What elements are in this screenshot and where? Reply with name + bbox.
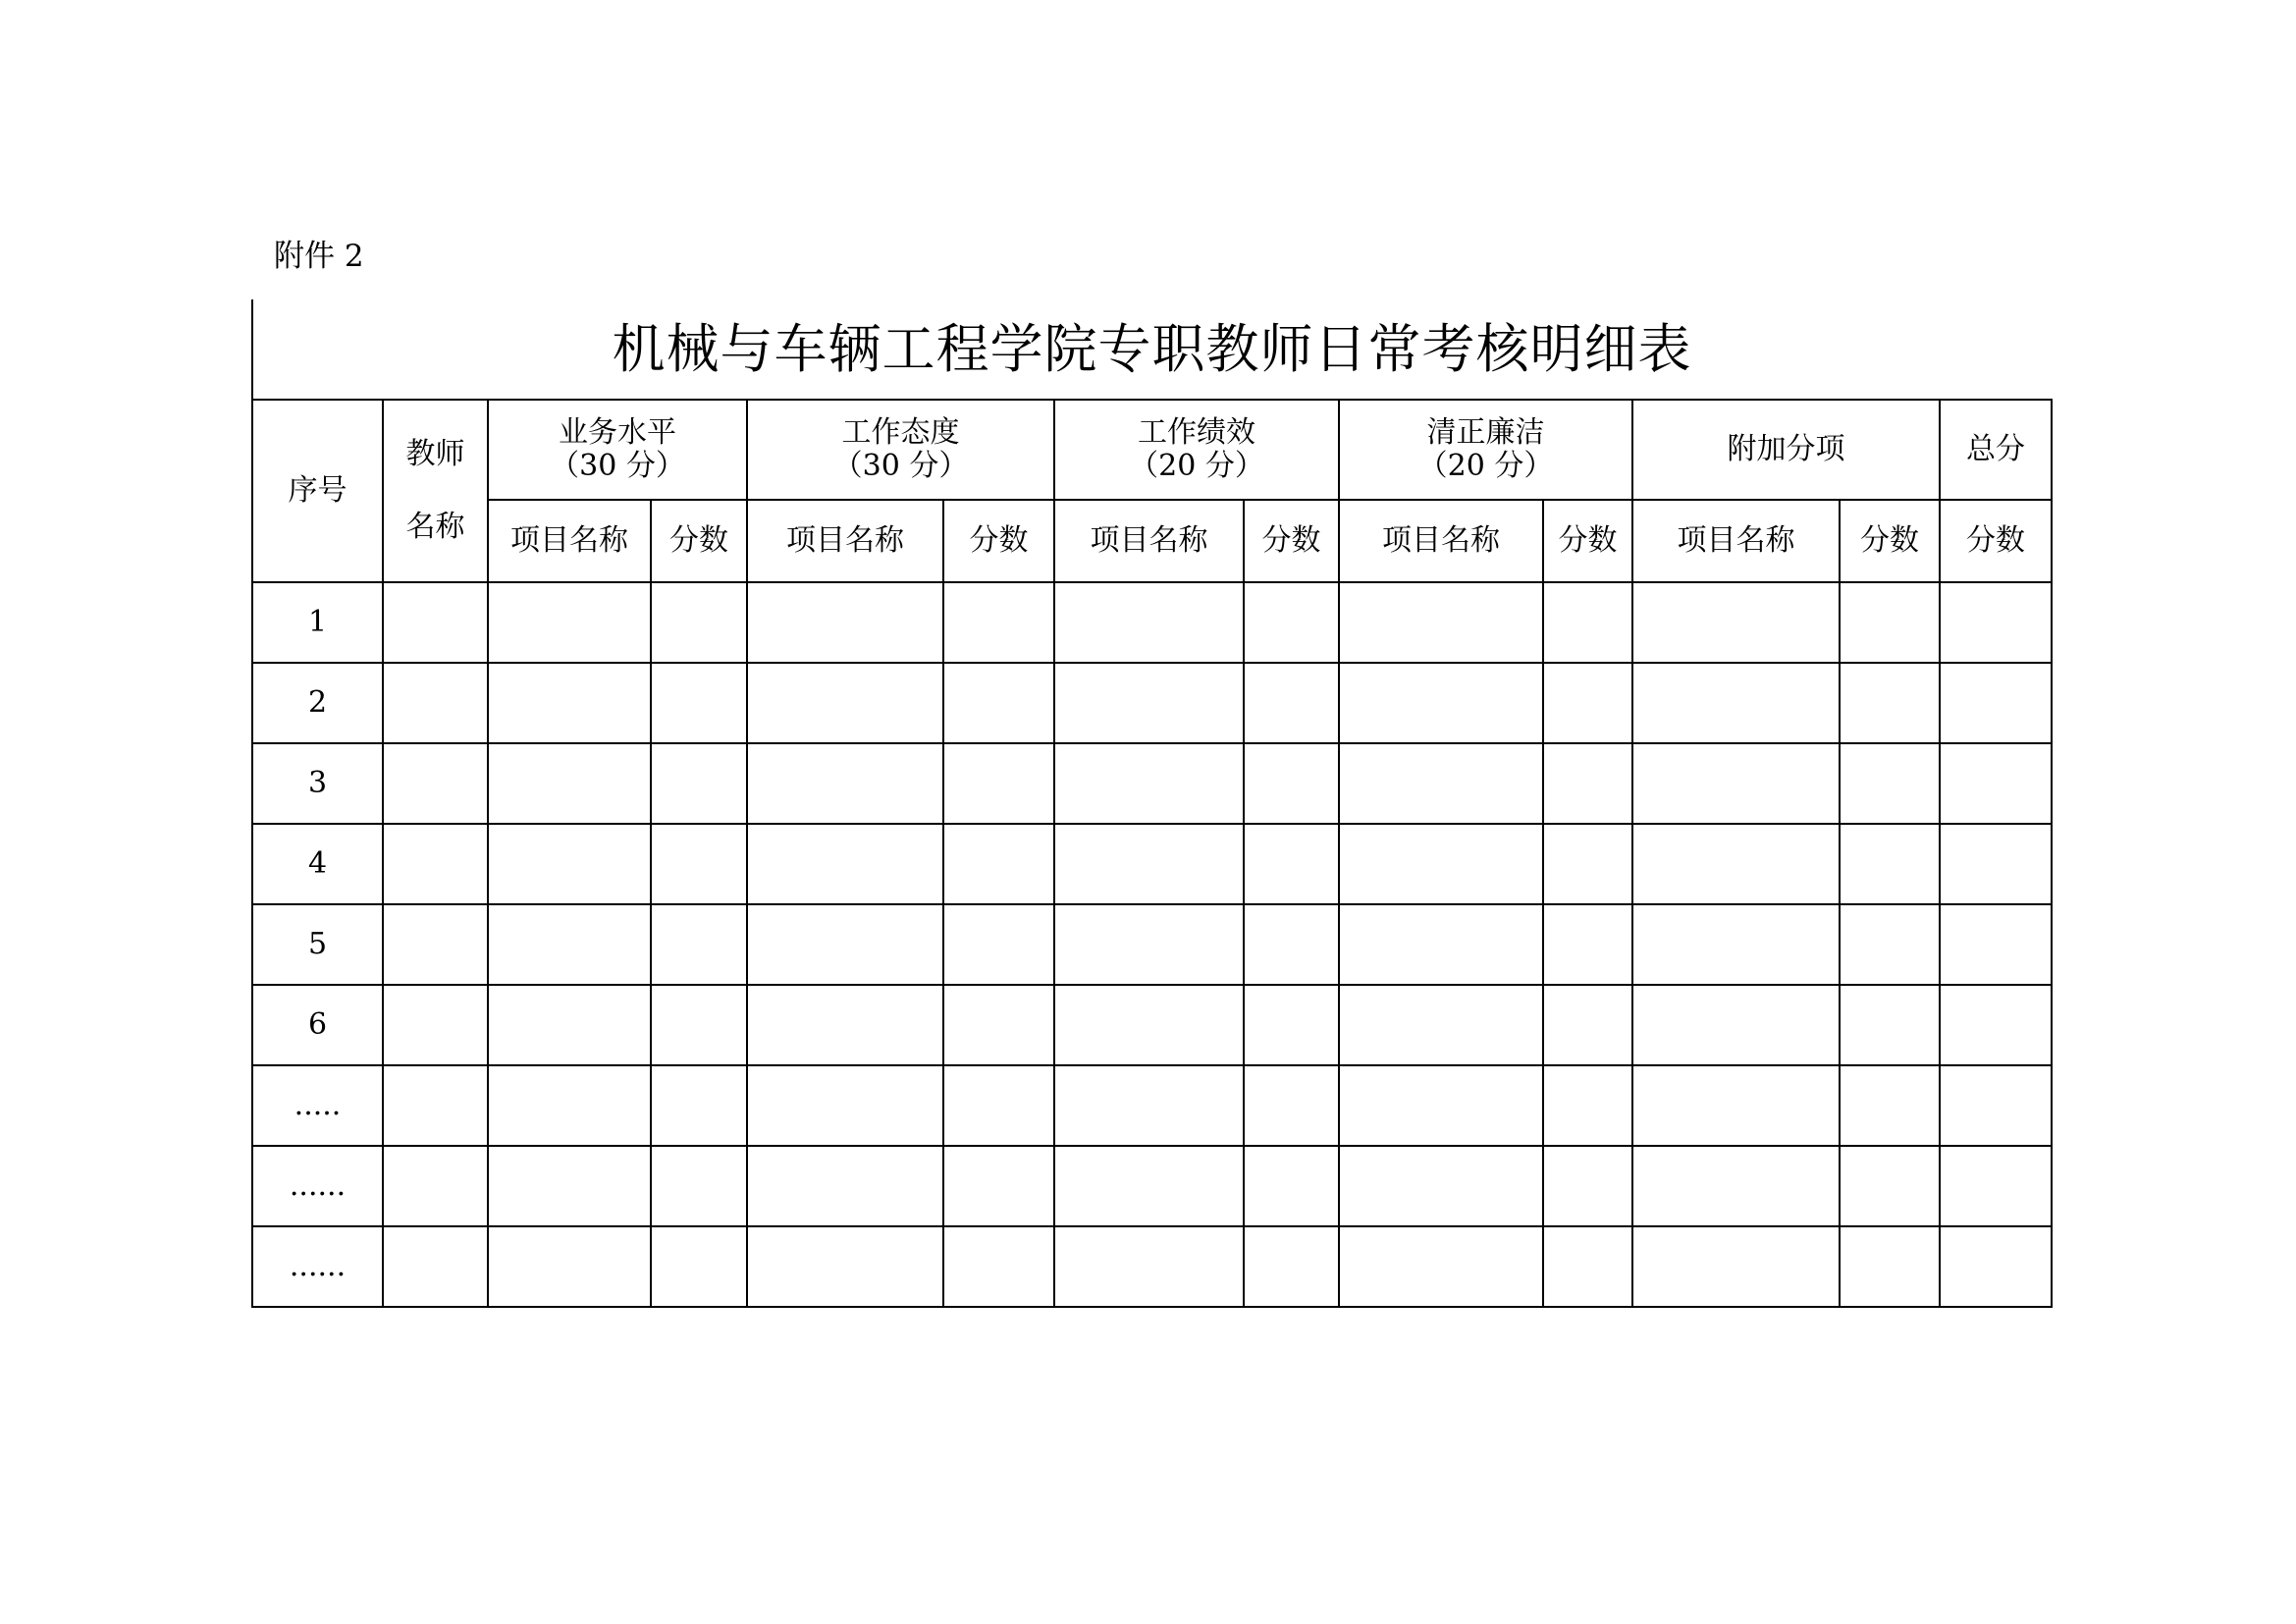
row-seq: 6	[252, 985, 383, 1065]
attachment-label: 附件 2	[274, 239, 364, 274]
blank-entry-cell[interactable]	[1840, 1226, 1940, 1307]
blank-entry-cell[interactable]	[1543, 582, 1632, 663]
header-total: 总分	[1940, 400, 2052, 500]
blank-entry-cell[interactable]	[383, 824, 488, 904]
row-seq: 5	[252, 904, 383, 985]
blank-entry-cell[interactable]	[1632, 1226, 1840, 1307]
blank-entry-cell[interactable]	[488, 1146, 651, 1226]
blank-entry-cell[interactable]	[1940, 1146, 2052, 1226]
blank-entry-cell[interactable]	[943, 904, 1054, 985]
blank-entry-cell[interactable]	[651, 743, 747, 824]
blank-entry-cell[interactable]	[747, 824, 943, 904]
blank-entry-cell[interactable]	[1940, 663, 2052, 743]
blank-entry-cell[interactable]	[943, 743, 1054, 824]
blank-entry-cell[interactable]	[1940, 743, 2052, 824]
subheader-item-name: 项目名称	[1632, 500, 1840, 582]
blank-entry-cell[interactable]	[1244, 663, 1339, 743]
blank-entry-cell[interactable]	[1339, 1065, 1543, 1146]
blank-entry-cell[interactable]	[488, 1065, 651, 1146]
blank-entry-cell[interactable]	[1054, 1065, 1244, 1146]
table-row	[252, 1146, 2052, 1226]
blank-entry-cell[interactable]	[1632, 824, 1840, 904]
row-seq: .....	[252, 1065, 383, 1146]
header-group-integrity	[1339, 400, 1632, 500]
table-row	[252, 1065, 2052, 1146]
blank-entry-cell[interactable]	[1054, 985, 1244, 1065]
blank-entry-cell[interactable]	[1840, 1146, 1940, 1226]
subheader-total-score: 分数	[1940, 500, 2052, 582]
blank-entry-cell[interactable]	[488, 663, 651, 743]
blank-entry-cell[interactable]	[1632, 985, 1840, 1065]
group-points: （30 分）	[832, 449, 969, 483]
blank-entry-cell[interactable]	[1840, 663, 1940, 743]
blank-entry-cell[interactable]	[488, 824, 651, 904]
blank-entry-cell[interactable]	[651, 1226, 747, 1307]
blank-entry-cell[interactable]	[1339, 582, 1543, 663]
row-seq: 4	[252, 824, 383, 904]
table-row	[252, 663, 2052, 743]
row-seq: 2	[252, 663, 383, 743]
blank-entry-cell[interactable]	[943, 985, 1054, 1065]
blank-entry-cell[interactable]	[1632, 1146, 1840, 1226]
blank-entry-cell[interactable]	[943, 1226, 1054, 1307]
subheader-score: 分数	[943, 500, 1054, 582]
blank-entry-cell[interactable]	[1940, 582, 2052, 663]
blank-entry-cell[interactable]	[747, 1146, 943, 1226]
group-points: （20 分）	[1129, 449, 1264, 483]
table-row	[252, 1226, 2052, 1307]
title-box	[251, 299, 2051, 399]
blank-entry-cell[interactable]	[1940, 1226, 2052, 1307]
blank-entry-cell[interactable]	[383, 663, 488, 743]
blank-entry-cell[interactable]	[383, 1226, 488, 1307]
blank-entry-cell[interactable]	[1339, 743, 1543, 824]
blank-entry-cell[interactable]	[651, 904, 747, 985]
blank-entry-cell[interactable]	[943, 663, 1054, 743]
header-teacher-line1: 教师	[405, 437, 465, 471]
blank-entry-cell[interactable]	[1840, 824, 1940, 904]
group-name: 清正廉洁	[1426, 415, 1545, 450]
blank-entry-cell[interactable]	[1244, 743, 1339, 824]
blank-entry-cell[interactable]	[747, 743, 943, 824]
blank-entry-cell[interactable]	[1632, 1065, 1840, 1146]
subheader-item-name: 项目名称	[1339, 500, 1543, 582]
blank-entry-cell[interactable]	[1339, 985, 1543, 1065]
subheader-item-name: 项目名称	[747, 500, 943, 582]
blank-entry-cell[interactable]	[383, 743, 488, 824]
subheader-item-name: 项目名称	[1054, 500, 1244, 582]
blank-entry-cell[interactable]	[1054, 582, 1244, 663]
header-group-attitude	[747, 400, 1054, 500]
group-points: （20 分）	[1417, 449, 1554, 483]
blank-entry-cell[interactable]	[1543, 743, 1632, 824]
blank-entry-cell[interactable]	[1543, 1065, 1632, 1146]
blank-entry-cell[interactable]	[1840, 743, 1940, 824]
blank-entry-cell[interactable]	[651, 1065, 747, 1146]
group-points: （30 分）	[550, 449, 685, 483]
blank-entry-cell[interactable]	[488, 904, 651, 985]
table-row	[252, 985, 2052, 1065]
blank-entry-cell[interactable]	[1543, 1226, 1632, 1307]
blank-entry-cell[interactable]	[1339, 1226, 1543, 1307]
blank-entry-cell[interactable]	[747, 582, 943, 663]
blank-entry-cell[interactable]	[1054, 663, 1244, 743]
blank-entry-cell[interactable]	[1339, 904, 1543, 985]
blank-entry-cell[interactable]	[747, 904, 943, 985]
row-seq: ......	[252, 1146, 383, 1226]
blank-entry-cell[interactable]	[747, 1065, 943, 1146]
assessment-table	[251, 399, 2053, 1308]
group-name: 业务水平	[559, 415, 676, 450]
blank-entry-cell[interactable]	[1339, 663, 1543, 743]
table-row	[252, 904, 2052, 985]
header-group-bonus: 附加分项	[1632, 400, 1940, 500]
subheader-score: 分数	[1840, 500, 1940, 582]
subheader-score: 分数	[651, 500, 747, 582]
blank-entry-cell[interactable]	[1244, 1226, 1339, 1307]
table-row	[252, 743, 2052, 824]
blank-entry-cell[interactable]	[1543, 985, 1632, 1065]
group-name: 工作绩效	[1138, 415, 1255, 450]
blank-entry-cell[interactable]	[1054, 743, 1244, 824]
blank-entry-cell[interactable]	[1054, 1226, 1244, 1307]
blank-entry-cell[interactable]	[747, 1226, 943, 1307]
blank-entry-cell[interactable]	[651, 1146, 747, 1226]
header-row-groups	[252, 400, 2052, 500]
blank-entry-cell[interactable]	[1840, 582, 1940, 663]
blank-entry-cell[interactable]	[1632, 582, 1840, 663]
blank-entry-cell[interactable]	[1543, 663, 1632, 743]
document-title: 机械与车辆工程学院专职教师日常考核明细表	[612, 317, 1692, 380]
blank-entry-cell[interactable]	[1840, 1065, 1940, 1146]
blank-entry-cell[interactable]	[1339, 824, 1543, 904]
header-seq: 序号	[252, 400, 383, 582]
blank-entry-cell[interactable]	[383, 985, 488, 1065]
blank-entry-cell[interactable]	[1543, 904, 1632, 985]
blank-entry-cell[interactable]	[1244, 582, 1339, 663]
table-row	[252, 824, 2052, 904]
group-name: 工作态度	[841, 415, 960, 450]
blank-entry-cell[interactable]	[1054, 904, 1244, 985]
blank-entry-cell[interactable]	[488, 582, 651, 663]
blank-entry-cell[interactable]	[1244, 1065, 1339, 1146]
row-seq: 3	[252, 743, 383, 824]
blank-entry-cell[interactable]	[488, 985, 651, 1065]
blank-entry-cell[interactable]	[747, 663, 943, 743]
row-seq: 1	[252, 582, 383, 663]
blank-entry-cell[interactable]	[651, 663, 747, 743]
blank-entry-cell[interactable]	[1940, 1065, 2052, 1146]
blank-entry-cell[interactable]	[1632, 743, 1840, 824]
blank-entry-cell[interactable]	[1543, 824, 1632, 904]
blank-entry-cell[interactable]	[1244, 985, 1339, 1065]
blank-entry-cell[interactable]	[747, 985, 943, 1065]
blank-entry-cell[interactable]	[943, 1146, 1054, 1226]
blank-entry-cell[interactable]	[943, 582, 1054, 663]
blank-entry-cell[interactable]	[943, 824, 1054, 904]
blank-entry-cell[interactable]	[1632, 663, 1840, 743]
blank-entry-cell[interactable]	[383, 582, 488, 663]
blank-entry-cell[interactable]	[383, 904, 488, 985]
blank-entry-cell[interactable]	[1054, 824, 1244, 904]
blank-entry-cell[interactable]	[1940, 985, 2052, 1065]
blank-entry-cell[interactable]	[1543, 1146, 1632, 1226]
blank-entry-cell[interactable]	[488, 1226, 651, 1307]
blank-entry-cell[interactable]	[1940, 824, 2052, 904]
blank-entry-cell[interactable]	[1244, 904, 1339, 985]
blank-entry-cell[interactable]	[383, 1065, 488, 1146]
blank-entry-cell[interactable]	[1244, 1146, 1339, 1226]
blank-entry-cell[interactable]	[1339, 1146, 1543, 1226]
table-row	[252, 582, 2052, 663]
header-teacher-line2: 名称	[405, 510, 465, 544]
blank-entry-cell[interactable]	[488, 743, 651, 824]
blank-entry-cell[interactable]	[1940, 904, 2052, 985]
blank-entry-cell[interactable]	[1840, 904, 1940, 985]
header-group-business	[488, 400, 747, 500]
subheader-item-name: 项目名称	[488, 500, 651, 582]
row-seq: ......	[252, 1226, 383, 1307]
blank-entry-cell[interactable]	[651, 824, 747, 904]
blank-entry-cell[interactable]	[1632, 904, 1840, 985]
header-group-performance	[1054, 400, 1339, 500]
blank-entry-cell[interactable]	[651, 985, 747, 1065]
blank-entry-cell[interactable]	[383, 1146, 488, 1226]
header-row-sub	[252, 500, 2052, 582]
subheader-score: 分数	[1244, 500, 1339, 582]
blank-entry-cell[interactable]	[1054, 1146, 1244, 1226]
blank-entry-cell[interactable]	[943, 1065, 1054, 1146]
blank-entry-cell[interactable]	[1840, 985, 1940, 1065]
header-teacher-name	[383, 400, 488, 582]
assessment-sheet	[251, 299, 2051, 1326]
blank-entry-cell[interactable]	[651, 582, 747, 663]
subheader-score: 分数	[1543, 500, 1632, 582]
blank-entry-cell[interactable]	[1244, 824, 1339, 904]
